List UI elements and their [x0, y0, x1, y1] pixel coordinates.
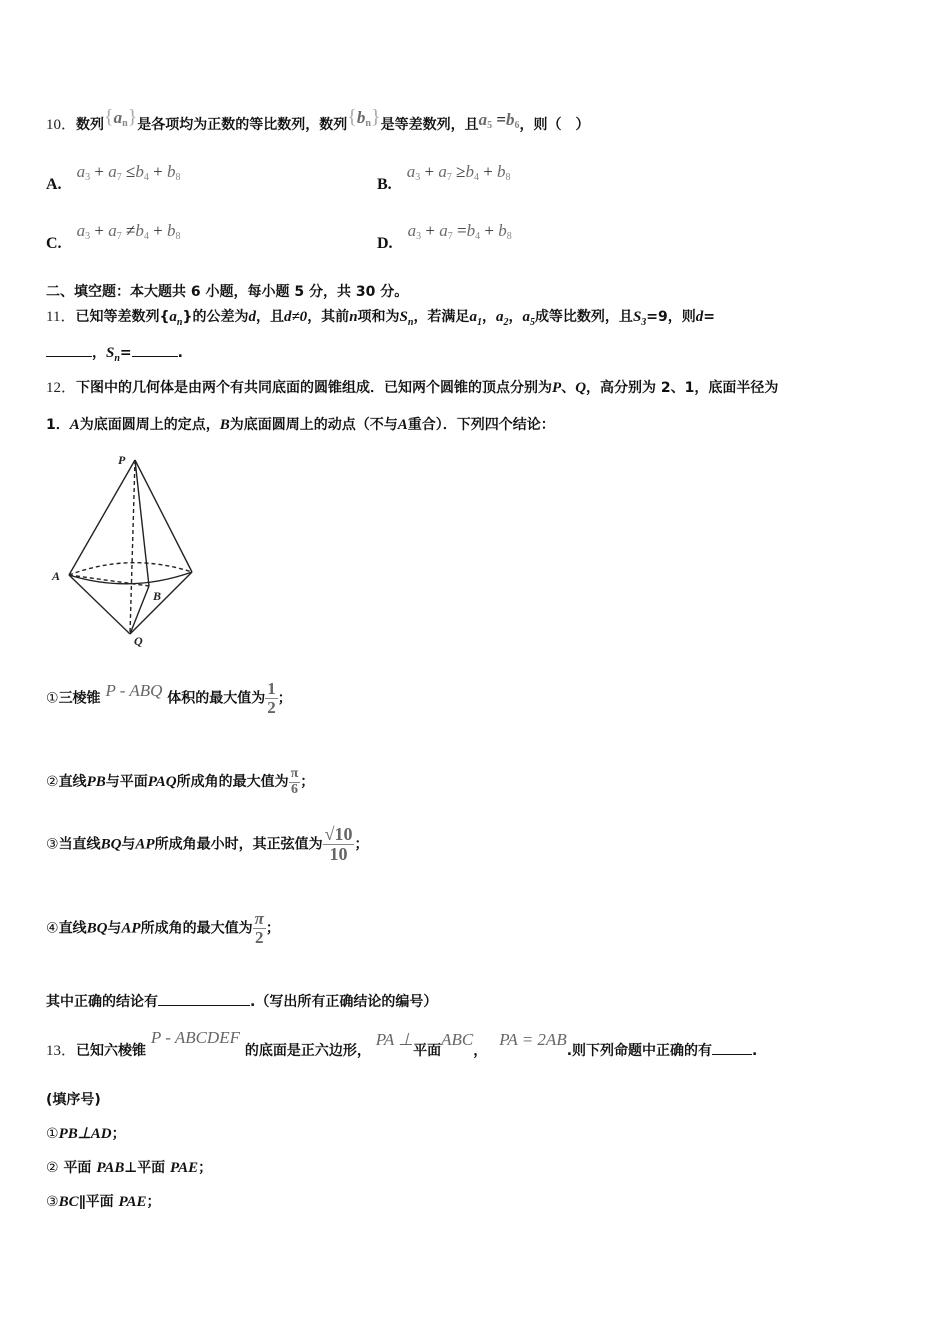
label-q: Q [134, 634, 143, 648]
double-cone-diagram [44, 448, 204, 648]
fraction-pi-over-2: $\frac{\pi}{2}$ [254, 909, 264, 947]
q12-conclusion-4: ④直线BQ与AP所成角的最大值为 $\frac{\pi}{2}$ ； [46, 909, 280, 947]
q12-conclusion-2: ②直线PB与平面PAQ所成角的最大值为 $\frac{\pi}{6}$ ； [46, 766, 315, 797]
q11-blank-sn[interactable] [132, 342, 178, 357]
q13-item-3: ③BC∥平面 PAE； [46, 1194, 161, 1210]
q10-text: 数列 [76, 117, 105, 133]
q12-stem-line1: 12．下图中的几何体是由两个有共同底面的圆锥组成．已知两个圆锥的顶点分别为P、Q，高分别为 2、1，底面半径为 [46, 380, 779, 396]
q12-conclusion-1: ①三棱锥 P - ABQ 体积的最大值为 $\frac{1}{2}$ ； [46, 679, 292, 717]
q10-option-a[interactable]: A. $a_3 + a_7 \le b_4 + b_8$ [46, 162, 181, 193]
q13-number: 13． [46, 1043, 77, 1059]
q12-stem-line2: 1．A为底面圆周上的定点，B为底面圆周上的动点（不与A重合）．下列四个结论： [46, 417, 555, 433]
q11-answer-line: ，$S_n=$ . [46, 342, 183, 364]
fraction-one-half: $\frac{1}{2}$ [267, 679, 276, 717]
q12-answer-blank[interactable] [158, 991, 250, 1006]
fraction-sqrt10-over-10: $\frac{√10}{10}$ [324, 824, 353, 864]
fraction-pi-over-6: $\frac{\pi}{6}$ [290, 766, 299, 797]
q13-fill-hint: (填序号) [46, 1092, 101, 1108]
q12-answer-line: 其中正确的结论有 .（写出所有正确结论的编号） [46, 991, 437, 1011]
q10-option-c[interactable]: C. $a_3 + a_7 \ne b_4 + b_8$ [46, 221, 181, 252]
q12-number: 12． [46, 380, 77, 396]
q10-option-b[interactable]: B. $a_3 + a_7 \ge b_4 + b_8$ [377, 162, 511, 193]
q10-option-d[interactable]: D. $a_3 + a_7 =b_4 + b_8$ [377, 221, 512, 252]
q11-blank-d[interactable] [46, 342, 92, 357]
q13-stem: 13．已知六棱锥 P - ABCDEF 的底面是正六边形， PA ⊥平面ABC，PA = 2AB.则下列命题中正确的有 . [46, 1028, 758, 1059]
q12-conclusion-3: ③当直线BQ与AP所成角最小时，其正弦值为 $\frac{√10}{10}$ ； [46, 824, 369, 864]
q10-condition: $a_5 =b_6$ [478, 110, 520, 131]
label-b: B [153, 589, 162, 603]
q10-seq-b: $\{b_n\}$ [347, 106, 381, 129]
q10-seq-a: $\{a_n\}$ [104, 106, 138, 129]
q10-number: 10． [46, 117, 77, 133]
q13-item-2: ② 平面 PAB⊥平面 PAE； [46, 1160, 213, 1176]
q13-answer-blank[interactable] [712, 1040, 752, 1055]
q13-item-1: ①PB⊥AD； [46, 1126, 126, 1142]
q11-stem: 11．已知等差数列$\{a_n\}$的公差为d，且d≠0，其前n项和为$S_n$，若满足$a_1$，$a_2$，$a_5$成等比数列，且$S_3=9$，则d= [46, 309, 715, 328]
double-cone-figure [44, 448, 204, 648]
section-heading: 二、填空题：本大题共 6 小题，每小题 5 分，共 30 分。 [46, 284, 409, 300]
q11-number: 11． [46, 309, 76, 325]
label-p: P [118, 453, 126, 467]
label-a: A [52, 569, 61, 583]
q10-stem: 10．数列$\{a_n\}$是各项均为正数的等比数列，数列$\{b_n\}$是等差数列，且$a_5 =b_6$，则（ ） [46, 106, 590, 133]
